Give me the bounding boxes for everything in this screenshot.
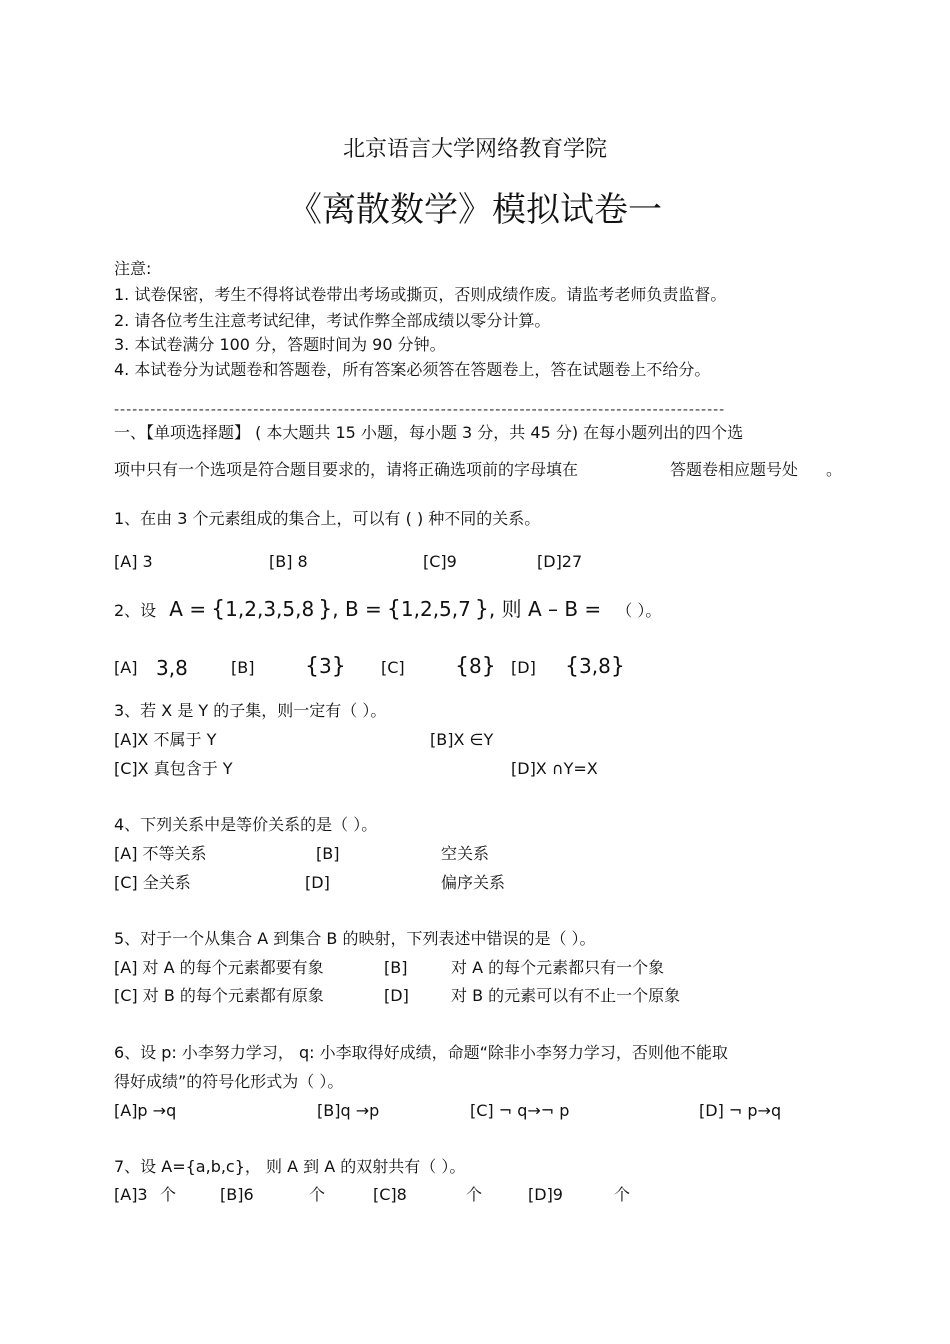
q2-option-a-value: 3,8	[156, 656, 188, 680]
q4-option-b-text: 空关系	[441, 844, 490, 863]
notice-item-1: 1. 试卷保密，考生不得将试卷带出考场或撕页，否则成绩作废。请监考老师负责监督。	[114, 285, 727, 304]
q2-option-c-element: 8	[469, 654, 482, 678]
q4-option-c: [C] 全关系	[114, 873, 191, 892]
q2-set-b-open-brace: {	[386, 597, 401, 622]
q6-option-b: [B]q →p	[317, 1101, 380, 1120]
q2-difference: , 则 A – B =	[488, 597, 602, 621]
notice-item-3: 3. 本试卷满分 100 分，答题时间为 90 分钟。	[114, 335, 446, 354]
q6-option-a: [A]p →q	[114, 1101, 177, 1120]
q1-stem: 1、在由 3 个元素组成的集合上，可以有 ( ) 种不同的关系。	[114, 509, 541, 528]
q3-stem: 3、若 X 是 Y 的子集，则一定有（ ）。	[114, 701, 387, 720]
q4-option-d-text: 偏序关系	[441, 873, 506, 892]
q4-option-b-label: [B]	[316, 844, 340, 863]
q2-option-b-element: 3	[319, 654, 332, 678]
notice-label: 注意:	[114, 259, 152, 278]
q7-option-b-unit: 个	[309, 1185, 326, 1204]
q2-option-c-open-brace: {	[455, 654, 469, 679]
q2-option-d-elements: 3,8	[579, 654, 611, 678]
divider-line: -----------------------------------------------------------------------------------------------------	[114, 402, 726, 418]
q2-option-d-label: [D]	[511, 658, 536, 677]
q3-option-d: [D]X ∩Y=X	[511, 759, 598, 778]
school-name: 北京语言大学网络教育学院	[342, 137, 607, 162]
q2-set-a-open-brace: {	[211, 597, 226, 622]
q5-option-d-label: [D]	[384, 986, 409, 1005]
q7-option-a-label: [A]3	[114, 1185, 148, 1204]
q5-option-b-label: [B]	[384, 958, 408, 977]
q7-option-b-label: [B]6	[220, 1185, 254, 1204]
q4-stem: 4、下列关系中是等价关系的是（ ）。	[114, 815, 378, 834]
section-instruction-line1: 一、【单项选择题】 ( 本大题共 15 小题，每小题 3 分，共 45 分) 在每小题列出的四个选	[114, 423, 744, 442]
q6-stem-line1: 6、设 p: 小李努力学习， q: 小李取得好成绩，命题“除非小李努力学习，否则他不能取	[114, 1043, 728, 1062]
q5-stem: 5、对于一个从集合 A 到集合 B 的映射，下列表述中错误的是（ ）。	[114, 929, 596, 948]
q2-blank: （ ）。	[616, 601, 662, 620]
q1-option-d: [D]27	[537, 552, 583, 571]
q2-option-c-value	[455, 652, 496, 682]
q4-option-d-label: [D]	[305, 873, 330, 892]
q1-option-a: [A] 3	[114, 552, 153, 571]
q6-option-d: [D] ¬ p→q	[699, 1101, 782, 1120]
q2-set-a-elements: 1,2,3,5,8	[225, 597, 315, 621]
q2-option-b-label: [B]	[231, 658, 255, 677]
q2-option-d-value	[565, 652, 625, 682]
q2-option-a-label: [A]	[114, 658, 138, 677]
q7-option-d-label: [D]9	[528, 1185, 563, 1204]
q2-option-b-close-brace: }	[331, 654, 346, 679]
q2-option-c-label: [C]	[381, 658, 405, 677]
q6-stem-line2: 得好成绩”的符号化形式为（ ）。	[114, 1072, 344, 1091]
q2-set-b-close-brace: }	[474, 597, 489, 622]
q2-option-b-open-brace: {	[305, 654, 319, 679]
q2-set-a-name: A =	[169, 597, 207, 621]
q2-option-c-close-brace: }	[481, 654, 496, 679]
q7-option-c-unit: 个	[466, 1185, 483, 1204]
q2-prefix: 2、设	[114, 601, 157, 620]
q2-stem	[114, 596, 661, 624]
notice-item-4: 4. 本试卷分为试题卷和答题卷，所有答案必须答在答题卷上，答在试题卷上不给分。	[114, 360, 711, 379]
q5-option-b-text: 对 A 的每个元素都只有一个象	[451, 958, 665, 977]
q7-option-c-label: [C]8	[373, 1185, 407, 1204]
section-instruction-line2: 项中只有一个选项是符合题目要求的，请将正确选项前的字母填在	[114, 460, 579, 479]
q2-option-b-value	[305, 652, 346, 682]
q5-option-d-text: 对 B 的元素可以有不止一个原象	[451, 986, 681, 1005]
q1-option-b: [B] 8	[269, 552, 308, 571]
q3-option-c: [C]X 真包含于 Y	[114, 759, 233, 778]
exam-title: 《离散数学》模拟试卷一	[288, 190, 662, 230]
q5-option-a: [A] 对 A 的每个元素都要有象	[114, 958, 324, 977]
q6-option-c: [C] ¬ q→¬ p	[470, 1101, 570, 1120]
q2-option-d-close-brace: }	[610, 654, 625, 679]
notice-item-2: 2. 请各位考生注意考试纪律，考试作弊全部成绩以零分计算。	[114, 311, 551, 330]
q2-set-a-close-brace: }	[318, 597, 333, 622]
q2-option-d-open-brace: {	[565, 654, 579, 679]
q1-option-c: [C]9	[423, 552, 457, 571]
q2-set-b-name: , B =	[332, 597, 382, 621]
q4-option-a: [A] 不等关系	[114, 844, 207, 863]
q3-option-a: [A]X 不属于 Y	[114, 730, 217, 749]
q7-option-d-unit: 个	[614, 1185, 631, 1204]
q3-option-b: [B]X ∈Y	[430, 730, 494, 749]
q5-option-c: [C] 对 B 的每个元素都有原象	[114, 986, 324, 1005]
q2-set-b-elements: 1,2,5,7	[400, 597, 471, 621]
q7-option-a-unit: 个	[160, 1185, 177, 1204]
q7-stem: 7、设 A={a,b,c}， 则 A 到 A 的双射共有（ ）。	[114, 1157, 466, 1176]
section-instruction-period: 。	[826, 460, 843, 479]
section-instruction-answer-sheet: 答题卷相应题号处	[670, 460, 799, 479]
